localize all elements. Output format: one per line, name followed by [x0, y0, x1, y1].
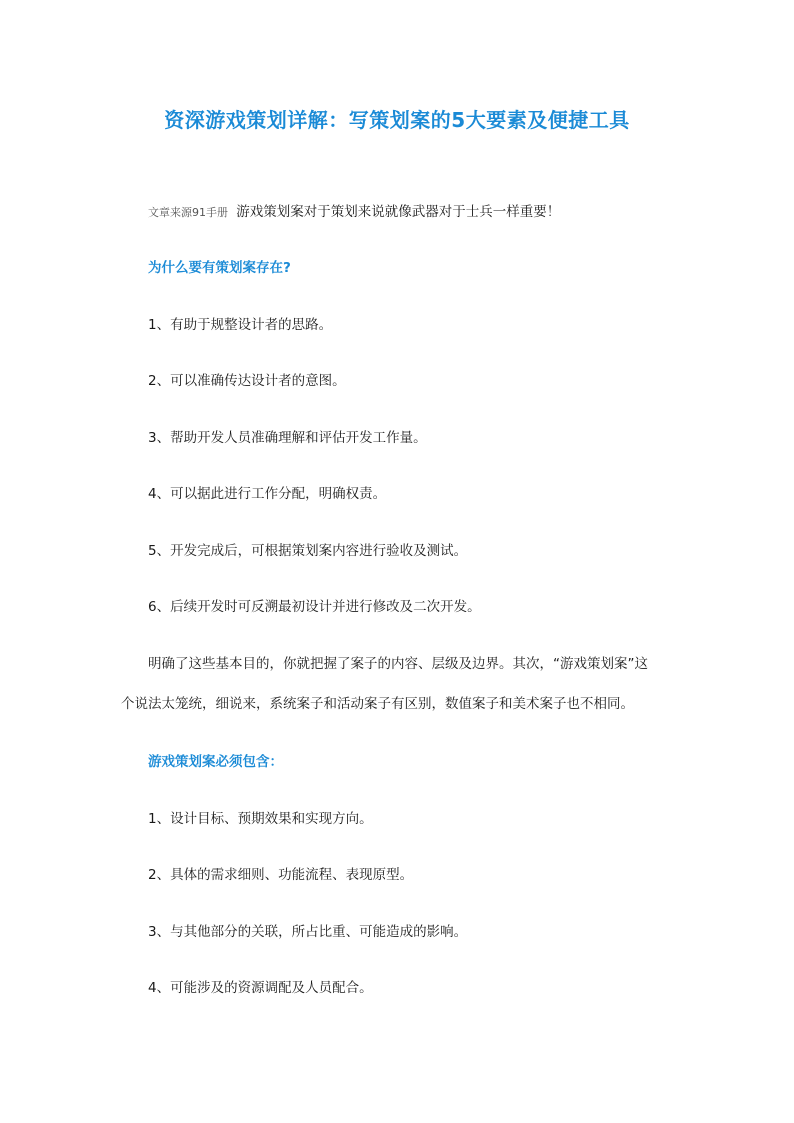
source-tag: 文章来源91手册 [148, 206, 228, 219]
list-item: 3、与其他部分的关联，所占比重、可能造成的影响。 [148, 924, 468, 940]
paragraph-line-1: 明确了这些基本目的，你就把握了案子的内容、层级及边界。其次，“游戏策划案”这 [148, 656, 648, 672]
paragraph-line-2: 个说法太笼统，细说来，系统案子和活动案子有区别，数值案子和美术案子也不相同。 [121, 696, 634, 712]
list-item: 4、可能涉及的资源调配及人员配合。 [148, 980, 373, 996]
list-item: 2、具体的需求细则、功能流程、表现原型。 [148, 867, 414, 883]
list-item: 1、有助于规整设计者的思路。 [148, 317, 333, 333]
list-item: 4、可以据此进行工作分配，明确权责。 [148, 486, 387, 502]
intro-line [148, 202, 560, 223]
section-heading-why: 为什么要有策划案存在? [148, 260, 291, 276]
list-item: 3、帮助开发人员准确理解和评估开发工作量。 [148, 430, 427, 446]
list-item: 2、可以准确传达设计者的意图。 [148, 373, 346, 389]
list-item: 5、开发完成后，可根据策划案内容进行验收及测试。 [148, 543, 468, 559]
page-title: 资深游戏策划详解：写策划案的5大要素及便捷工具 [164, 108, 630, 132]
section-heading-must-include: 游戏策划案必须包含： [148, 754, 283, 770]
intro-text: 游戏策划案对于策划来说就像武器对于士兵一样重要！ [236, 204, 561, 220]
list-item: 6、后续开发时可反溯最初设计并进行修改及二次开发。 [148, 599, 481, 615]
list-item: 1、设计目标、预期效果和实现方向。 [148, 811, 373, 827]
